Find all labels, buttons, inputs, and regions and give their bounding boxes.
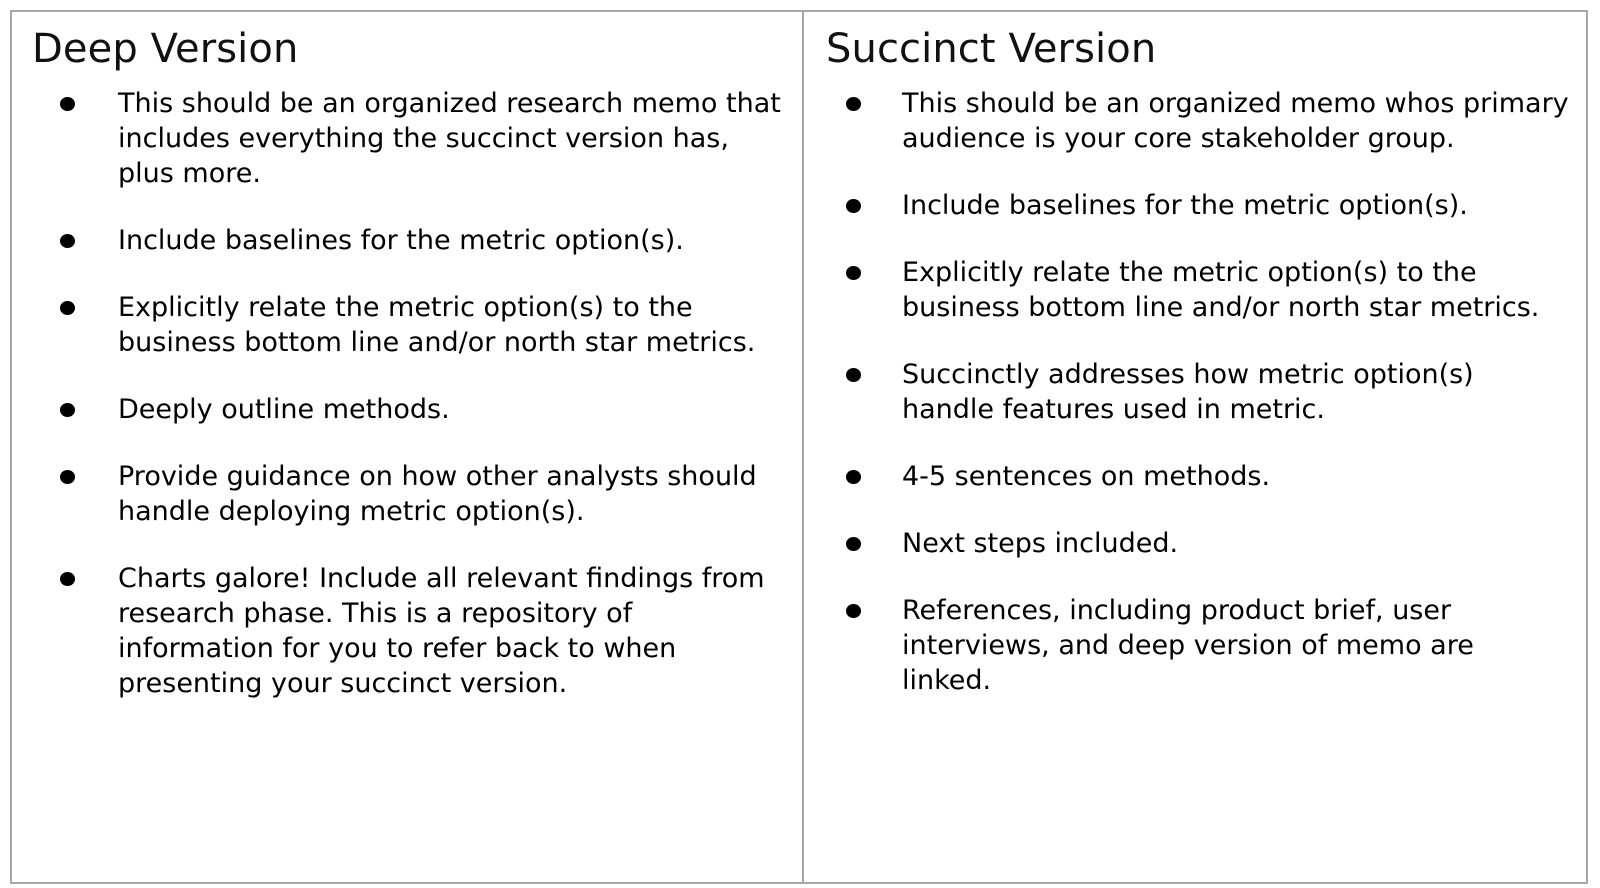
list-item-text: This should be an organized research memo that includes everything the succinct version has, plus more. <box>118 88 781 189</box>
list-item <box>826 188 1570 223</box>
list-item <box>826 357 1570 427</box>
bullet-dot-icon <box>846 97 861 111</box>
bullet-dot-icon <box>60 234 75 248</box>
bullet-dot-icon <box>846 266 861 280</box>
list-item <box>826 459 1570 494</box>
column-title-deep-version: Deep Version <box>32 26 299 72</box>
list-item <box>826 255 1570 325</box>
comparison-table <box>10 10 1588 884</box>
list-item-text: This should be an organized memo whos primary audience is your core stakeholder group. <box>902 88 1569 154</box>
bullet-dot-icon <box>60 301 75 315</box>
bullet-dot-icon <box>846 470 861 484</box>
bullet-dot-icon <box>846 368 861 382</box>
list-item-text: Next steps included. <box>902 528 1179 559</box>
list-item-text: Explicitly relate the metric option(s) to the business bottom line and/or north star metrics. <box>902 257 1540 323</box>
list-item <box>32 392 782 427</box>
list-item <box>32 290 782 360</box>
bullet-dot-icon <box>60 470 75 484</box>
list-item-text: Explicitly relate the metric option(s) to the business bottom line and/or north star metrics. <box>118 292 756 358</box>
list-item-text: Include baselines for the metric option(s). <box>902 190 1468 221</box>
bullet-dot-icon <box>846 604 861 618</box>
bullet-list-deep-version <box>32 86 782 701</box>
list-item-text: Succinctly addresses how metric option(s) handle features used in metric. <box>902 359 1474 425</box>
bullet-dot-icon <box>60 97 75 111</box>
column-deep-version <box>12 12 804 882</box>
list-item <box>32 223 782 258</box>
bullet-dot-icon <box>846 199 861 213</box>
list-item <box>826 526 1570 561</box>
list-item-text: References, including product brief, user interviews, and deep version of memo are linked. <box>902 595 1474 696</box>
list-item <box>32 561 782 701</box>
list-item <box>32 86 782 191</box>
bullet-dot-icon <box>60 572 75 586</box>
column-succinct-version <box>804 12 1586 882</box>
bullet-dot-icon <box>60 403 75 417</box>
list-item <box>32 459 782 529</box>
list-item-text: Include baselines for the metric option(s). <box>118 225 684 256</box>
list-item-text: Charts galore! Include all relevant findings from research phase. This is a repository of information for you to refer back to when presenting your succinct version. <box>118 563 765 699</box>
bullet-dot-icon <box>846 537 861 551</box>
column-title-succinct-version: Succinct Version <box>826 26 1157 72</box>
list-item-text: Provide guidance on how other analysts should handle deploying metric option(s). <box>118 461 757 527</box>
list-item-text: Deeply outline methods. <box>118 394 450 425</box>
list-item <box>826 593 1570 698</box>
list-item <box>826 86 1570 156</box>
list-item-text: 4-5 sentences on methods. <box>902 461 1271 492</box>
bullet-list-succinct-version <box>826 86 1570 698</box>
